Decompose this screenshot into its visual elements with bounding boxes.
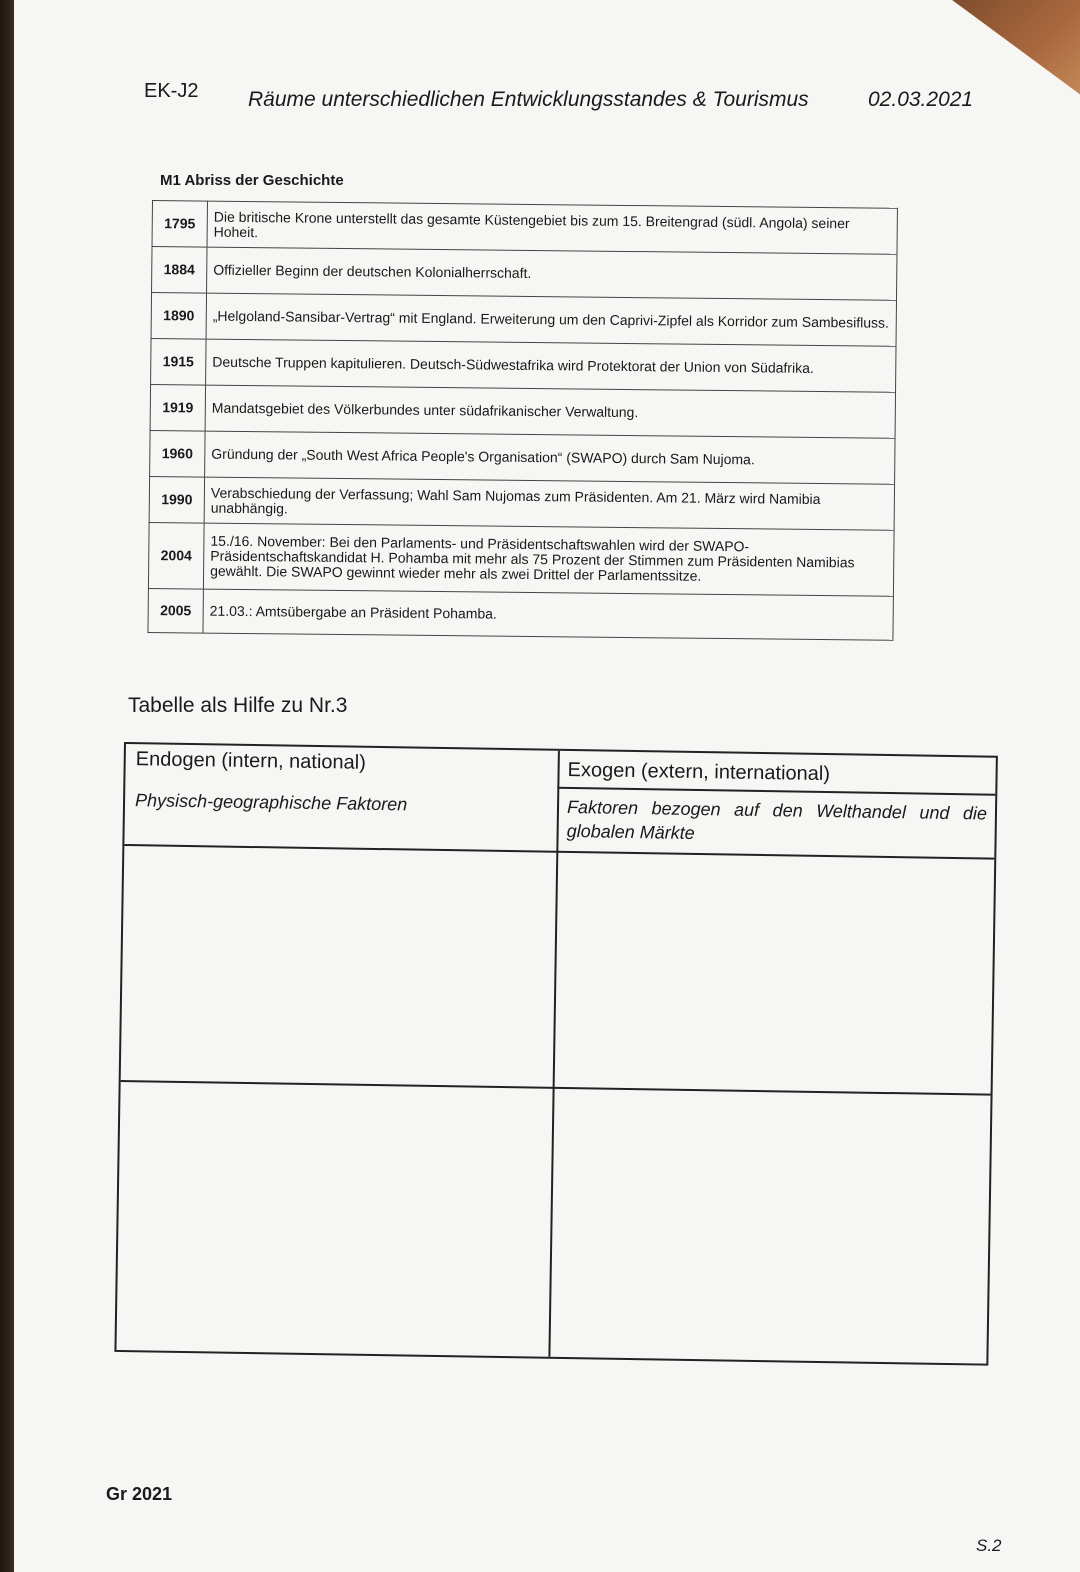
table-row <box>152 247 897 301</box>
year-cell: 1915 <box>151 338 206 385</box>
event-cell: Die britische Krone unterstellt das gesamte Küstengebiet bis zum 15. Breitengrad (südl. Angola) seiner Hoheit. <box>207 201 897 254</box>
event-cell: Gründung der „South West Africa People's Organisation“ (SWAPO) durch Sam Nujoma. <box>205 431 895 484</box>
year-cell: 2004 <box>148 522 204 589</box>
year-cell: 2005 <box>148 588 203 633</box>
event-cell: 21.03.: Amtsübergabe an Präsident Pohamba. <box>203 589 893 640</box>
year-cell: 1990 <box>149 476 204 523</box>
table-row <box>151 293 896 347</box>
event-cell: 15./16. November: Bei den Parlaments- und Präsidentschaftswahlen wird der SWAPO-Präsidentschaftskandidat H. Pohamba mit mehr als 75 Prozent der Stimmen zum Präsidenten Namibias gewählt. Die SWAPO gewinnt wieder mehr als zwei Drittel der Parlamentssitze. <box>203 523 894 596</box>
event-cell: Mandatsgebiet des Völkerbundes unter südafrikanischer Verwaltung. <box>205 385 895 438</box>
endogen-header: Endogen (intern, national) <box>135 748 367 774</box>
page-number: S.2 <box>976 1536 1002 1555</box>
table-row <box>150 384 895 438</box>
course-code: EK-J2 <box>144 80 199 102</box>
exogen-header: Exogen (extern, international) <box>567 758 831 786</box>
table-row <box>149 476 894 530</box>
year-cell: 1890 <box>151 293 206 340</box>
table-row <box>148 588 893 640</box>
endogen-subheader: Physisch-geographische Faktoren <box>134 790 408 815</box>
table-row <box>152 201 897 255</box>
event-cell: „Helgoland-Sansibar-Vertrag“ mit England. Erweiterung um den Caprivi-Zipfel als Korridor zum Sambesifluss. <box>206 293 896 346</box>
factors-table <box>114 742 997 1366</box>
exogen-subheader: Faktoren bezogen auf den Welthandel und die globalen Märkte <box>566 796 988 843</box>
year-cell: 1919 <box>150 384 205 431</box>
background-edge <box>0 0 14 1572</box>
event-cell: Verabschiedung der Verfassung; Wahl Sam Nujomas zum Präsidenten. Am 21. März wird Namibia unabhängig. <box>204 477 894 530</box>
document-date: 02.03.2021 <box>868 88 974 111</box>
event-cell: Offizieller Beginn der deutschen Kolonialherrschaft. <box>207 247 897 300</box>
row-divider <box>557 787 995 796</box>
column-divider <box>548 751 560 1357</box>
table-row <box>151 338 896 392</box>
year-cell: 1795 <box>152 201 207 248</box>
table-row <box>150 430 895 484</box>
history-table <box>147 200 897 641</box>
year-cell: 1960 <box>150 430 205 477</box>
row-divider <box>121 1080 991 1096</box>
table-row <box>148 522 894 596</box>
event-cell: Deutsche Truppen kapitulieren. Deutsch-Südwestafrika wird Protektorat der Union von Südafrika. <box>206 339 896 392</box>
helper-table-title: Tabelle als Hilfe zu Nr.3 <box>128 694 348 717</box>
year-cell: 1884 <box>152 247 207 294</box>
history-heading: M1 Abriss der Geschichte <box>160 172 344 189</box>
document-title: Räume unterschiedlichen Entwicklungsstandes & Tourismus <box>248 88 809 111</box>
footer-group: Gr 2021 <box>106 1484 173 1504</box>
